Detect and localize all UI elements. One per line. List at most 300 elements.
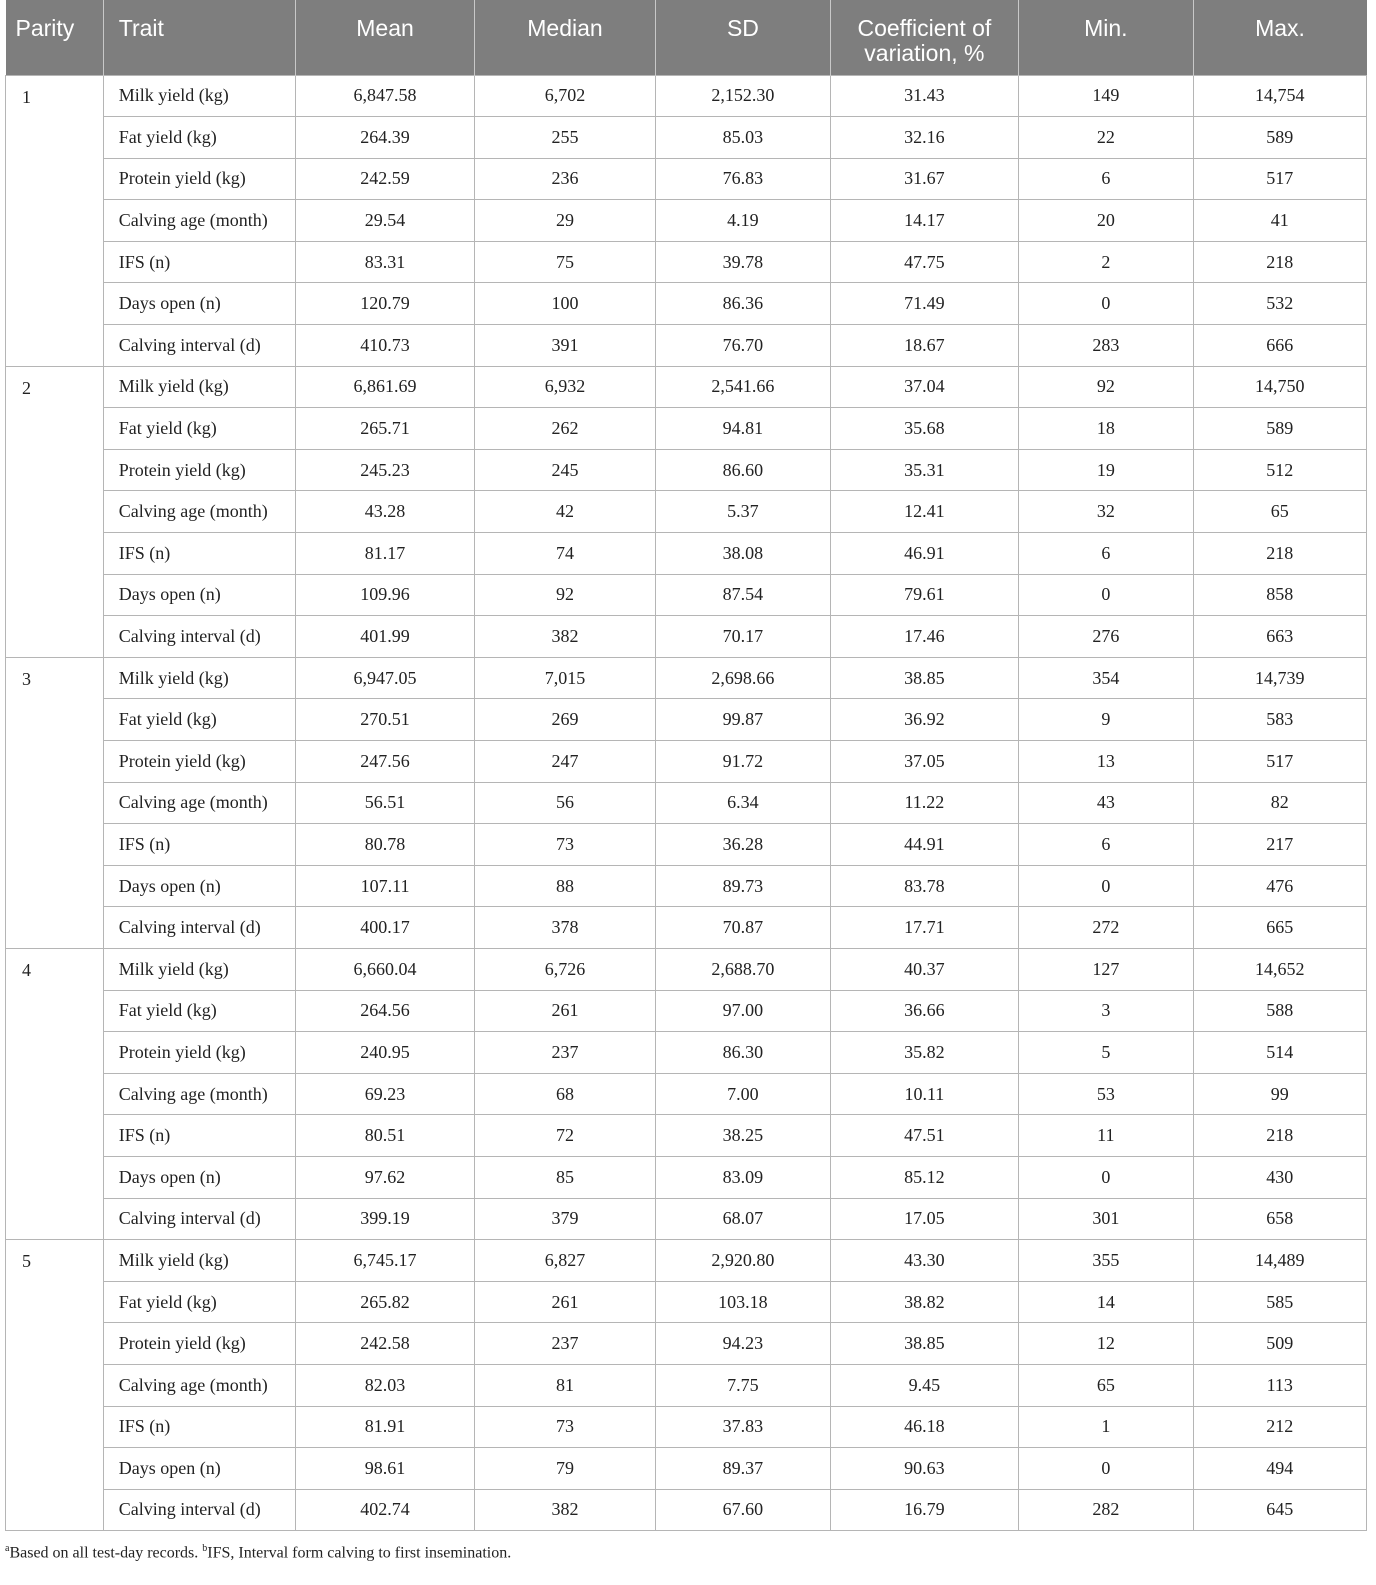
median-cell: 378	[474, 907, 655, 949]
sd-cell: 97.00	[656, 990, 830, 1032]
max-cell: 517	[1193, 741, 1366, 783]
header-parity: Parity	[6, 0, 104, 75]
mean-cell: 6,660.04	[296, 948, 474, 990]
mean-cell: 6,745.17	[296, 1240, 474, 1282]
mean-cell: 98.61	[296, 1448, 474, 1490]
min-cell: 5	[1019, 1032, 1193, 1074]
table-row	[6, 1156, 1367, 1198]
min-cell: 2	[1019, 241, 1193, 283]
trait-cell: IFS (n)	[103, 241, 296, 283]
min-cell: 282	[1019, 1489, 1193, 1531]
trait-cell: Protein yield (kg)	[103, 1323, 296, 1365]
table-row	[6, 1364, 1367, 1406]
sd-cell: 89.73	[656, 865, 830, 907]
max-cell: 82	[1193, 782, 1366, 824]
descriptive-statistics-table	[5, 0, 1367, 1531]
table-row	[6, 574, 1367, 616]
cv-cell: 17.46	[830, 616, 1019, 658]
mean-cell: 247.56	[296, 741, 474, 783]
cv-cell: 12.41	[830, 491, 1019, 533]
min-cell: 12	[1019, 1323, 1193, 1365]
header-median: Median	[474, 0, 655, 75]
cv-cell: 11.22	[830, 782, 1019, 824]
median-cell: 255	[474, 117, 655, 159]
header-cv: Coefficient of variation, %	[830, 0, 1019, 75]
cv-cell: 43.30	[830, 1240, 1019, 1282]
min-cell: 272	[1019, 907, 1193, 949]
max-cell: 14,739	[1193, 657, 1366, 699]
table-row	[6, 616, 1367, 658]
median-cell: 73	[474, 824, 655, 866]
max-cell: 583	[1193, 699, 1366, 741]
sd-cell: 70.87	[656, 907, 830, 949]
median-cell: 237	[474, 1032, 655, 1074]
sd-cell: 39.78	[656, 241, 830, 283]
cv-cell: 35.31	[830, 449, 1019, 491]
sd-cell: 6.34	[656, 782, 830, 824]
trait-cell: Milk yield (kg)	[103, 366, 296, 408]
trait-cell: Fat yield (kg)	[103, 408, 296, 450]
median-cell: 72	[474, 1115, 655, 1157]
min-cell: 9	[1019, 699, 1193, 741]
header-row	[6, 0, 1367, 75]
cv-cell: 38.82	[830, 1281, 1019, 1323]
parity-cell: 5	[6, 1240, 104, 1531]
trait-cell: Calving interval (d)	[103, 616, 296, 658]
max-cell: 14,750	[1193, 366, 1366, 408]
max-cell: 645	[1193, 1489, 1366, 1531]
median-cell: 7,015	[474, 657, 655, 699]
cv-cell: 9.45	[830, 1364, 1019, 1406]
mean-cell: 242.59	[296, 158, 474, 200]
mean-cell: 97.62	[296, 1156, 474, 1198]
sd-cell: 7.75	[656, 1364, 830, 1406]
cv-cell: 36.92	[830, 699, 1019, 741]
max-cell: 585	[1193, 1281, 1366, 1323]
median-cell: 262	[474, 408, 655, 450]
cv-cell: 83.78	[830, 865, 1019, 907]
trait-cell: Fat yield (kg)	[103, 117, 296, 159]
table-body	[6, 75, 1367, 1531]
cv-cell: 16.79	[830, 1489, 1019, 1531]
sd-cell: 103.18	[656, 1281, 830, 1323]
max-cell: 217	[1193, 824, 1366, 866]
table-row	[6, 865, 1367, 907]
table-row	[6, 1073, 1367, 1115]
trait-cell: Calving interval (d)	[103, 1198, 296, 1240]
table-row	[6, 1406, 1367, 1448]
min-cell: 3	[1019, 990, 1193, 1032]
cv-cell: 10.11	[830, 1073, 1019, 1115]
cv-cell: 31.67	[830, 158, 1019, 200]
sd-cell: 89.37	[656, 1448, 830, 1490]
sd-cell: 38.08	[656, 533, 830, 575]
sd-cell: 70.17	[656, 616, 830, 658]
min-cell: 13	[1019, 741, 1193, 783]
table-row	[6, 75, 1367, 117]
table-row	[6, 657, 1367, 699]
median-cell: 75	[474, 241, 655, 283]
max-cell: 14,489	[1193, 1240, 1366, 1282]
cv-cell: 46.18	[830, 1406, 1019, 1448]
median-cell: 92	[474, 574, 655, 616]
table-row	[6, 1032, 1367, 1074]
mean-cell: 81.91	[296, 1406, 474, 1448]
table-row	[6, 741, 1367, 783]
sd-cell: 2,541.66	[656, 366, 830, 408]
cv-cell: 44.91	[830, 824, 1019, 866]
trait-cell: Milk yield (kg)	[103, 657, 296, 699]
cv-cell: 37.05	[830, 741, 1019, 783]
table-row	[6, 158, 1367, 200]
max-cell: 589	[1193, 117, 1366, 159]
cv-cell: 85.12	[830, 1156, 1019, 1198]
min-cell: 53	[1019, 1073, 1193, 1115]
min-cell: 43	[1019, 782, 1193, 824]
sd-cell: 67.60	[656, 1489, 830, 1531]
mean-cell: 80.51	[296, 1115, 474, 1157]
mean-cell: 29.54	[296, 200, 474, 242]
max-cell: 430	[1193, 1156, 1366, 1198]
min-cell: 127	[1019, 948, 1193, 990]
trait-cell: Calving age (month)	[103, 491, 296, 533]
median-cell: 391	[474, 325, 655, 367]
median-cell: 6,827	[474, 1240, 655, 1282]
table-footnote	[5, 1543, 511, 1562]
median-cell: 85	[474, 1156, 655, 1198]
cv-cell: 79.61	[830, 574, 1019, 616]
table-row	[6, 1448, 1367, 1490]
sd-cell: 87.54	[656, 574, 830, 616]
median-cell: 73	[474, 1406, 655, 1448]
median-cell: 56	[474, 782, 655, 824]
trait-cell: Calving interval (d)	[103, 907, 296, 949]
cv-cell: 35.82	[830, 1032, 1019, 1074]
max-cell: 218	[1193, 533, 1366, 575]
trait-cell: Protein yield (kg)	[103, 158, 296, 200]
table-row	[6, 782, 1367, 824]
min-cell: 301	[1019, 1198, 1193, 1240]
max-cell: 218	[1193, 241, 1366, 283]
mean-cell: 402.74	[296, 1489, 474, 1531]
min-cell: 0	[1019, 865, 1193, 907]
sd-cell: 5.37	[656, 491, 830, 533]
median-cell: 382	[474, 1489, 655, 1531]
sd-cell: 86.30	[656, 1032, 830, 1074]
median-cell: 6,702	[474, 75, 655, 117]
trait-cell: IFS (n)	[103, 533, 296, 575]
table-row	[6, 1240, 1367, 1282]
cv-cell: 31.43	[830, 75, 1019, 117]
min-cell: 283	[1019, 325, 1193, 367]
sd-cell: 2,698.66	[656, 657, 830, 699]
cv-cell: 35.68	[830, 408, 1019, 450]
cv-cell: 40.37	[830, 948, 1019, 990]
trait-cell: Calving interval (d)	[103, 325, 296, 367]
trait-cell: Calving interval (d)	[103, 1489, 296, 1531]
sd-cell: 2,152.30	[656, 75, 830, 117]
sd-cell: 86.36	[656, 283, 830, 325]
min-cell: 14	[1019, 1281, 1193, 1323]
cv-cell: 47.51	[830, 1115, 1019, 1157]
min-cell: 65	[1019, 1364, 1193, 1406]
cv-cell: 47.75	[830, 241, 1019, 283]
mean-cell: 81.17	[296, 533, 474, 575]
median-cell: 236	[474, 158, 655, 200]
sd-cell: 76.83	[656, 158, 830, 200]
table-row	[6, 200, 1367, 242]
min-cell: 0	[1019, 1156, 1193, 1198]
sd-cell: 76.70	[656, 325, 830, 367]
table-row	[6, 449, 1367, 491]
max-cell: 14,754	[1193, 75, 1366, 117]
mean-cell: 265.82	[296, 1281, 474, 1323]
sd-cell: 83.09	[656, 1156, 830, 1198]
mean-cell: 401.99	[296, 616, 474, 658]
median-cell: 42	[474, 491, 655, 533]
mean-cell: 83.31	[296, 241, 474, 283]
mean-cell: 120.79	[296, 283, 474, 325]
min-cell: 355	[1019, 1240, 1193, 1282]
cv-cell: 18.67	[830, 325, 1019, 367]
cv-cell: 90.63	[830, 1448, 1019, 1490]
cv-cell: 17.71	[830, 907, 1019, 949]
min-cell: 6	[1019, 824, 1193, 866]
table-row	[6, 533, 1367, 575]
table-row	[6, 1489, 1367, 1531]
min-cell: 0	[1019, 1448, 1193, 1490]
mean-cell: 56.51	[296, 782, 474, 824]
max-cell: 41	[1193, 200, 1366, 242]
mean-cell: 270.51	[296, 699, 474, 741]
mean-cell: 399.19	[296, 1198, 474, 1240]
median-cell: 269	[474, 699, 655, 741]
table-row	[6, 325, 1367, 367]
median-cell: 88	[474, 865, 655, 907]
parity-cell: 2	[6, 366, 104, 657]
trait-cell: Days open (n)	[103, 1448, 296, 1490]
min-cell: 149	[1019, 75, 1193, 117]
sd-cell: 7.00	[656, 1073, 830, 1115]
median-cell: 382	[474, 616, 655, 658]
trait-cell: Fat yield (kg)	[103, 1281, 296, 1323]
median-cell: 6,726	[474, 948, 655, 990]
sd-cell: 94.81	[656, 408, 830, 450]
median-cell: 100	[474, 283, 655, 325]
mean-cell: 82.03	[296, 1364, 474, 1406]
max-cell: 589	[1193, 408, 1366, 450]
parity-cell: 3	[6, 657, 104, 948]
trait-cell: Days open (n)	[103, 574, 296, 616]
median-cell: 261	[474, 990, 655, 1032]
min-cell: 1	[1019, 1406, 1193, 1448]
max-cell: 532	[1193, 283, 1366, 325]
max-cell: 14,652	[1193, 948, 1366, 990]
sd-cell: 2,688.70	[656, 948, 830, 990]
mean-cell: 264.56	[296, 990, 474, 1032]
table-row	[6, 990, 1367, 1032]
mean-cell: 6,847.58	[296, 75, 474, 117]
max-cell: 512	[1193, 449, 1366, 491]
sd-cell: 86.60	[656, 449, 830, 491]
footnote-b-text: IFS, Interval form calving to first insemination.	[207, 1544, 512, 1562]
max-cell: 658	[1193, 1198, 1366, 1240]
min-cell: 19	[1019, 449, 1193, 491]
trait-cell: Days open (n)	[103, 283, 296, 325]
table-container	[5, 0, 1367, 1531]
table-row	[6, 824, 1367, 866]
table-row	[6, 699, 1367, 741]
max-cell: 212	[1193, 1406, 1366, 1448]
min-cell: 6	[1019, 158, 1193, 200]
mean-cell: 400.17	[296, 907, 474, 949]
max-cell: 494	[1193, 1448, 1366, 1490]
trait-cell: Days open (n)	[103, 1156, 296, 1198]
max-cell: 588	[1193, 990, 1366, 1032]
min-cell: 0	[1019, 283, 1193, 325]
trait-cell: Milk yield (kg)	[103, 1240, 296, 1282]
trait-cell: Fat yield (kg)	[103, 990, 296, 1032]
median-cell: 6,932	[474, 366, 655, 408]
table-row	[6, 408, 1367, 450]
trait-cell: Protein yield (kg)	[103, 449, 296, 491]
sd-cell: 36.28	[656, 824, 830, 866]
parity-cell: 1	[6, 75, 104, 366]
cv-cell: 46.91	[830, 533, 1019, 575]
sd-cell: 2,920.80	[656, 1240, 830, 1282]
header-mean: Mean	[296, 0, 474, 75]
max-cell: 218	[1193, 1115, 1366, 1157]
min-cell: 354	[1019, 657, 1193, 699]
table-row	[6, 283, 1367, 325]
median-cell: 261	[474, 1281, 655, 1323]
mean-cell: 410.73	[296, 325, 474, 367]
footnote-a-mark: a	[5, 1543, 10, 1554]
table-row	[6, 948, 1367, 990]
mean-cell: 43.28	[296, 491, 474, 533]
trait-cell: Protein yield (kg)	[103, 741, 296, 783]
trait-cell: IFS (n)	[103, 1406, 296, 1448]
sd-cell: 38.25	[656, 1115, 830, 1157]
cv-cell: 32.16	[830, 117, 1019, 159]
median-cell: 81	[474, 1364, 655, 1406]
sd-cell: 91.72	[656, 741, 830, 783]
header-min: Min.	[1019, 0, 1193, 75]
min-cell: 92	[1019, 366, 1193, 408]
median-cell: 74	[474, 533, 655, 575]
max-cell: 514	[1193, 1032, 1366, 1074]
cv-cell: 38.85	[830, 657, 1019, 699]
trait-cell: IFS (n)	[103, 824, 296, 866]
trait-cell: Calving age (month)	[103, 1073, 296, 1115]
median-cell: 247	[474, 741, 655, 783]
cv-cell: 17.05	[830, 1198, 1019, 1240]
trait-cell: Days open (n)	[103, 865, 296, 907]
table-row	[6, 241, 1367, 283]
mean-cell: 240.95	[296, 1032, 474, 1074]
min-cell: 20	[1019, 200, 1193, 242]
sd-cell: 37.83	[656, 1406, 830, 1448]
table-row	[6, 1115, 1367, 1157]
mean-cell: 245.23	[296, 449, 474, 491]
max-cell: 858	[1193, 574, 1366, 616]
table-row	[6, 1281, 1367, 1323]
mean-cell: 242.58	[296, 1323, 474, 1365]
mean-cell: 264.39	[296, 117, 474, 159]
min-cell: 32	[1019, 491, 1193, 533]
table-row	[6, 366, 1367, 408]
sd-cell: 68.07	[656, 1198, 830, 1240]
mean-cell: 6,947.05	[296, 657, 474, 699]
sd-cell: 94.23	[656, 1323, 830, 1365]
max-cell: 666	[1193, 325, 1366, 367]
max-cell: 509	[1193, 1323, 1366, 1365]
max-cell: 663	[1193, 616, 1366, 658]
max-cell: 65	[1193, 491, 1366, 533]
max-cell: 665	[1193, 907, 1366, 949]
max-cell: 113	[1193, 1364, 1366, 1406]
trait-cell: IFS (n)	[103, 1115, 296, 1157]
min-cell: 276	[1019, 616, 1193, 658]
table-row	[6, 491, 1367, 533]
max-cell: 99	[1193, 1073, 1366, 1115]
cv-cell: 37.04	[830, 366, 1019, 408]
median-cell: 245	[474, 449, 655, 491]
sd-cell: 99.87	[656, 699, 830, 741]
table-row	[6, 907, 1367, 949]
min-cell: 22	[1019, 117, 1193, 159]
header-sd: SD	[656, 0, 830, 75]
header-max: Max.	[1193, 0, 1366, 75]
trait-cell: Fat yield (kg)	[103, 699, 296, 741]
cv-cell: 36.66	[830, 990, 1019, 1032]
max-cell: 517	[1193, 158, 1366, 200]
median-cell: 379	[474, 1198, 655, 1240]
min-cell: 18	[1019, 408, 1193, 450]
trait-cell: Protein yield (kg)	[103, 1032, 296, 1074]
median-cell: 29	[474, 200, 655, 242]
min-cell: 0	[1019, 574, 1193, 616]
footnote-a-text: Based on all test-day records.	[9, 1544, 203, 1562]
cv-cell: 14.17	[830, 200, 1019, 242]
median-cell: 79	[474, 1448, 655, 1490]
sd-cell: 85.03	[656, 117, 830, 159]
parity-cell: 4	[6, 948, 104, 1239]
mean-cell: 109.96	[296, 574, 474, 616]
footnote-b-mark: b	[202, 1543, 208, 1554]
trait-cell: Calving age (month)	[103, 782, 296, 824]
trait-cell: Milk yield (kg)	[103, 75, 296, 117]
mean-cell: 107.11	[296, 865, 474, 907]
header-trait: Trait	[103, 0, 296, 75]
trait-cell: Milk yield (kg)	[103, 948, 296, 990]
table-row	[6, 1323, 1367, 1365]
max-cell: 476	[1193, 865, 1366, 907]
mean-cell: 80.78	[296, 824, 474, 866]
trait-cell: Calving age (month)	[103, 200, 296, 242]
cv-cell: 38.85	[830, 1323, 1019, 1365]
table-row	[6, 1198, 1367, 1240]
sd-cell: 4.19	[656, 200, 830, 242]
mean-cell: 6,861.69	[296, 366, 474, 408]
min-cell: 6	[1019, 533, 1193, 575]
table-row	[6, 117, 1367, 159]
min-cell: 11	[1019, 1115, 1193, 1157]
median-cell: 237	[474, 1323, 655, 1365]
median-cell: 68	[474, 1073, 655, 1115]
mean-cell: 69.23	[296, 1073, 474, 1115]
trait-cell: Calving age (month)	[103, 1364, 296, 1406]
